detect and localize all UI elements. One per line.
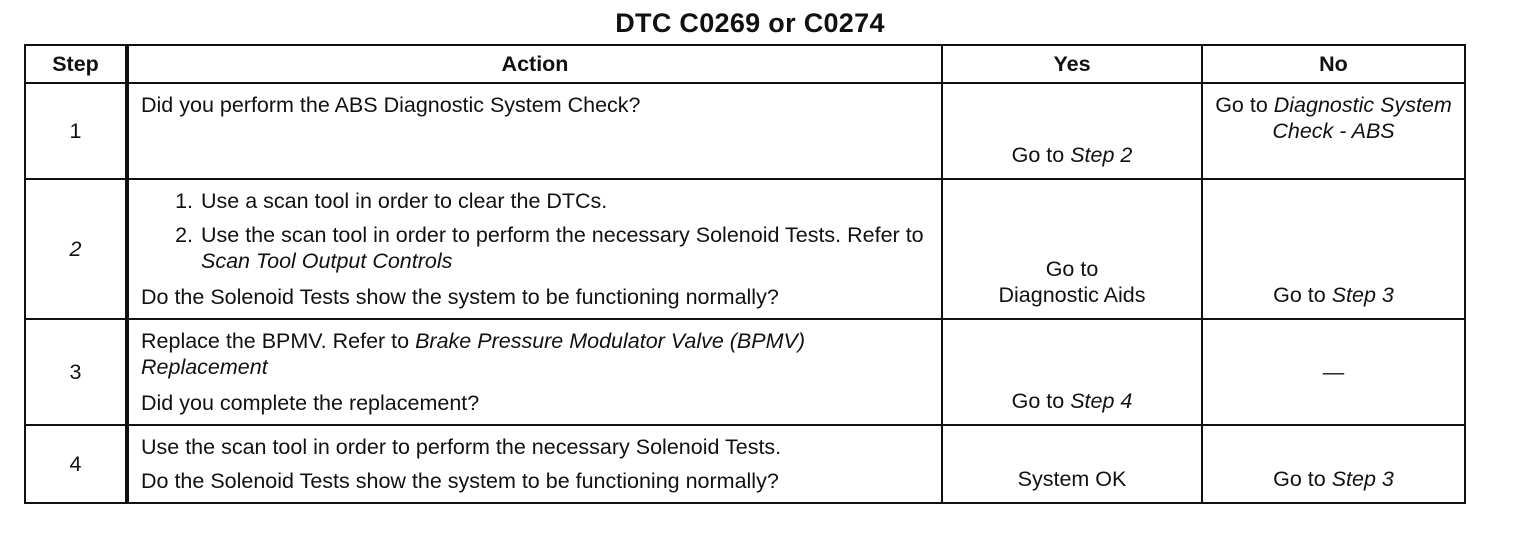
bpmv-replacement-link[interactable]: Brake Pressure Modulator Valve (BPMV) Replacement [141,329,806,379]
table-row [25,319,1465,425]
step-number: 1 [25,83,127,179]
action-question: Did you complete the replacement? [141,391,480,415]
action-cell [127,179,942,319]
action-cell [127,425,942,503]
system-ok-text: System OK [1017,467,1127,491]
step-number [25,179,127,319]
action-question: Did you perform the ABS Diagnostic System Check? [141,93,641,117]
no-step-link[interactable]: Step 3 [1331,467,1394,491]
yes-cell [942,425,1202,503]
no-cell [1202,179,1465,319]
substep-list [141,188,931,274]
action-text [141,328,931,380]
scan-tool-controls-link[interactable]: Scan Tool Output Controls [201,249,453,273]
yes-step-link[interactable]: Step 2 [1070,143,1133,167]
no-prefix: Go to [1215,93,1274,117]
no-diagnostic-link[interactable]: Diagnostic System Check - ABS [1272,93,1452,143]
table-row [25,179,1465,319]
list-item [199,222,931,274]
no-step-link[interactable]: Step 3 [1331,283,1394,307]
table-row [25,425,1465,503]
action-question: Do the Solenoid Tests show the system to be functioning normally? [141,469,779,493]
column-header-no: No [1202,45,1465,83]
diagnostic-aids-link[interactable]: Diagnostic Aids [998,283,1146,307]
refer-prefix: Refer to [326,329,416,353]
refer-prefix: Refer to [841,223,924,247]
action-cell [127,83,942,179]
yes-cell [942,319,1202,425]
action-instruction: Replace the BPMV. [141,329,327,353]
column-header-yes: Yes [942,45,1202,83]
step-number: 3 [25,319,127,425]
page-title: DTC C0269 or C0274 [615,8,885,38]
column-header-step: Step [25,45,127,83]
no-cell [1202,83,1465,179]
action-cell [127,319,942,425]
step-number: 4 [25,425,127,503]
no-dash: — [1322,360,1345,384]
substep-text: Use a scan tool in order to clear the DTCs. [201,189,608,213]
yes-prefix: Go to [1011,143,1071,167]
header-row [25,45,1465,83]
yes-cell [942,83,1202,179]
no-prefix: Go to [1273,283,1332,307]
yes-prefix: Go to [1011,389,1071,413]
action-question: Do the Solenoid Tests show the system to be functioning normally? [141,285,779,309]
column-header-action: Action [127,45,942,83]
substep-text: Use the scan tool in order to perform the necessary Solenoid Tests. [201,223,842,247]
no-cell [1202,425,1465,503]
no-cell [1202,319,1465,425]
step-number-text: 2 [69,236,82,261]
yes-step-link[interactable]: Step 4 [1070,389,1133,413]
action-text: Use the scan tool in order to perform the necessary Solenoid Tests. [141,435,782,459]
no-prefix: Go to [1273,467,1332,491]
list-item [199,188,931,214]
table-row [25,83,1465,179]
yes-prefix: Go to [1045,257,1099,281]
diagnostic-table [24,44,1466,504]
yes-cell [942,179,1202,319]
